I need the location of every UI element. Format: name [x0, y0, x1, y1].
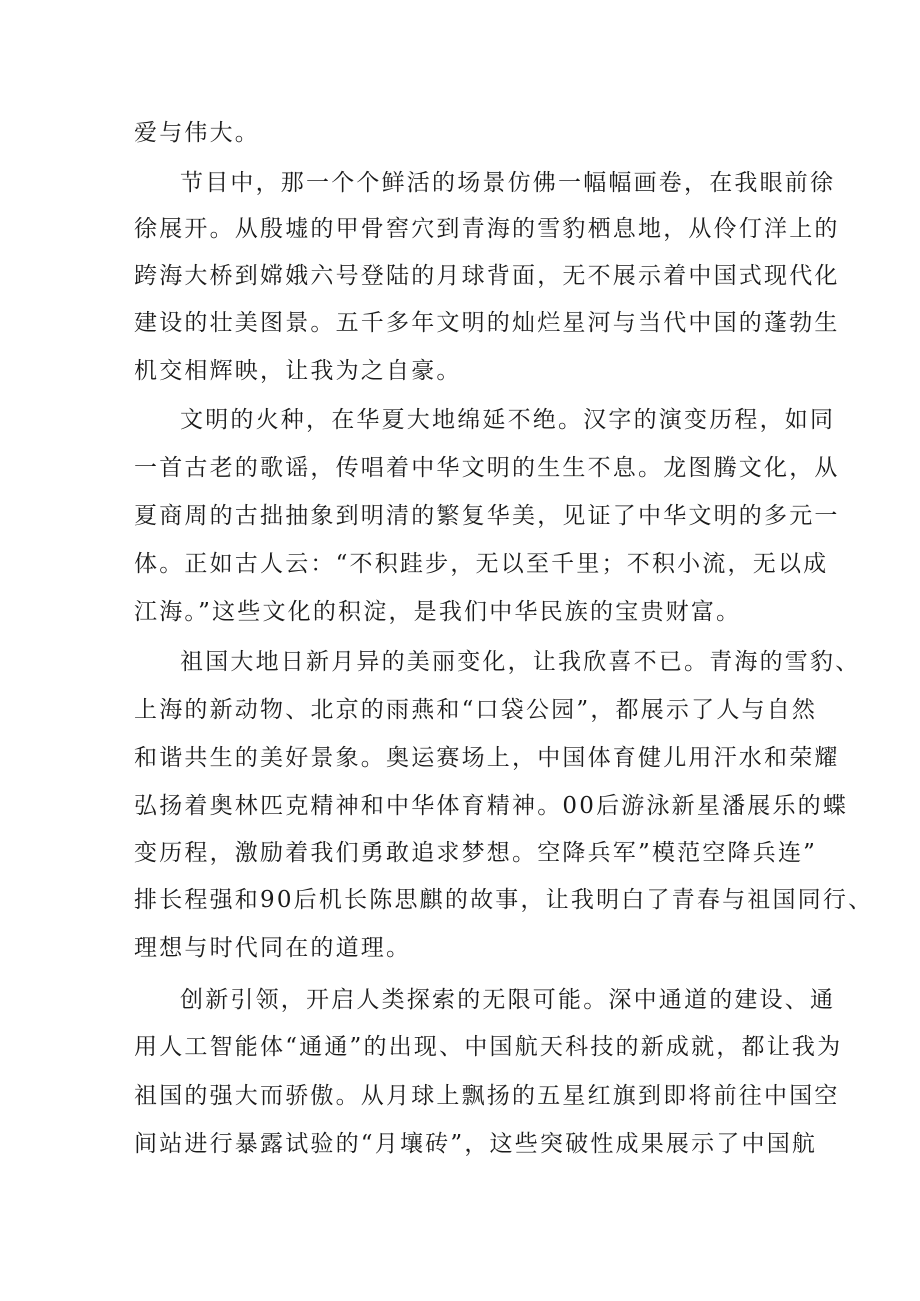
- text-line-2: 节目中，那一个个鲜活的场景仿佛一幅幅画卷，在我眼前徐: [180, 170, 836, 196]
- text-line-22: 间站进行暴露试验的“月壤砖”，这些突破性成果展示了中国航: [134, 1131, 818, 1157]
- text-line-15: 弘扬着奥林匹克精神和中华体育精神。00后游泳新星潘展乐的蝶: [134, 793, 849, 819]
- text-line-14: 和谐共生的美好景象。奥运赛场上，中国体育健儿用汗水和荣耀: [134, 745, 840, 771]
- text-line-17: 排长程强和90后机长陈思麒的故事，让我明白了青春与祖国同行、: [134, 887, 874, 913]
- text-line-18: 理想与时代同在的道理。: [134, 935, 412, 961]
- text-line-9: 夏商周的古拙抽象到明清的繁复华美，见证了中华文明的多元一: [134, 503, 840, 529]
- text-line-11: 江海。”这些文化的积淀，是我们中华民族的宝贵财富。: [134, 599, 742, 625]
- text-line-20: 用人工智能体“通通”的出现、中国航天科技的新成就，都让我为: [134, 1034, 843, 1060]
- text-line-1: 爱与伟大。: [134, 120, 260, 146]
- text-line-5: 建设的壮美图景。五千多年文明的灿烂星河与当代中国的蓬勃生: [134, 310, 840, 336]
- text-line-7: 文明的火种，在华夏大地绵延不绝。汉字的演变历程，如同: [180, 407, 836, 433]
- text-line-16: 变历程，激励着我们勇敢追求梦想。空降兵军”模范空降兵连”: [134, 840, 818, 866]
- text-line-19: 创新引领，开启人类探索的无限可能。深中通道的建设、通: [180, 987, 836, 1013]
- text-line-12: 祖国大地日新月异的美丽变化，让我欣喜不已。青海的雪豹、: [180, 649, 861, 675]
- text-line-4: 跨海大桥到嫦娥六号登陆的月球背面，无不展示着中国式现代化: [134, 263, 840, 289]
- text-line-6: 机交相辉映，让我为之自豪。: [134, 358, 462, 384]
- text-line-13: 上海的新动物、北京的雨燕和“口袋公园”，都展示了人与自然: [134, 697, 818, 723]
- text-line-3: 徐展开。从殷墟的甲骨窖穴到青海的雪豹栖息地，从伶仃洋上的: [134, 216, 840, 242]
- text-line-8: 一首古老的歌谣，传唱着中华文明的生生不息。龙图腾文化，从: [134, 455, 840, 481]
- text-line-21: 祖国的强大而骄傲。从月球上飘扬的五星红旗到即将前往中国空: [134, 1083, 840, 1109]
- text-line-10: 体。正如古人云：“不积跬步，无以至千里；不积小流，无以成: [134, 551, 829, 577]
